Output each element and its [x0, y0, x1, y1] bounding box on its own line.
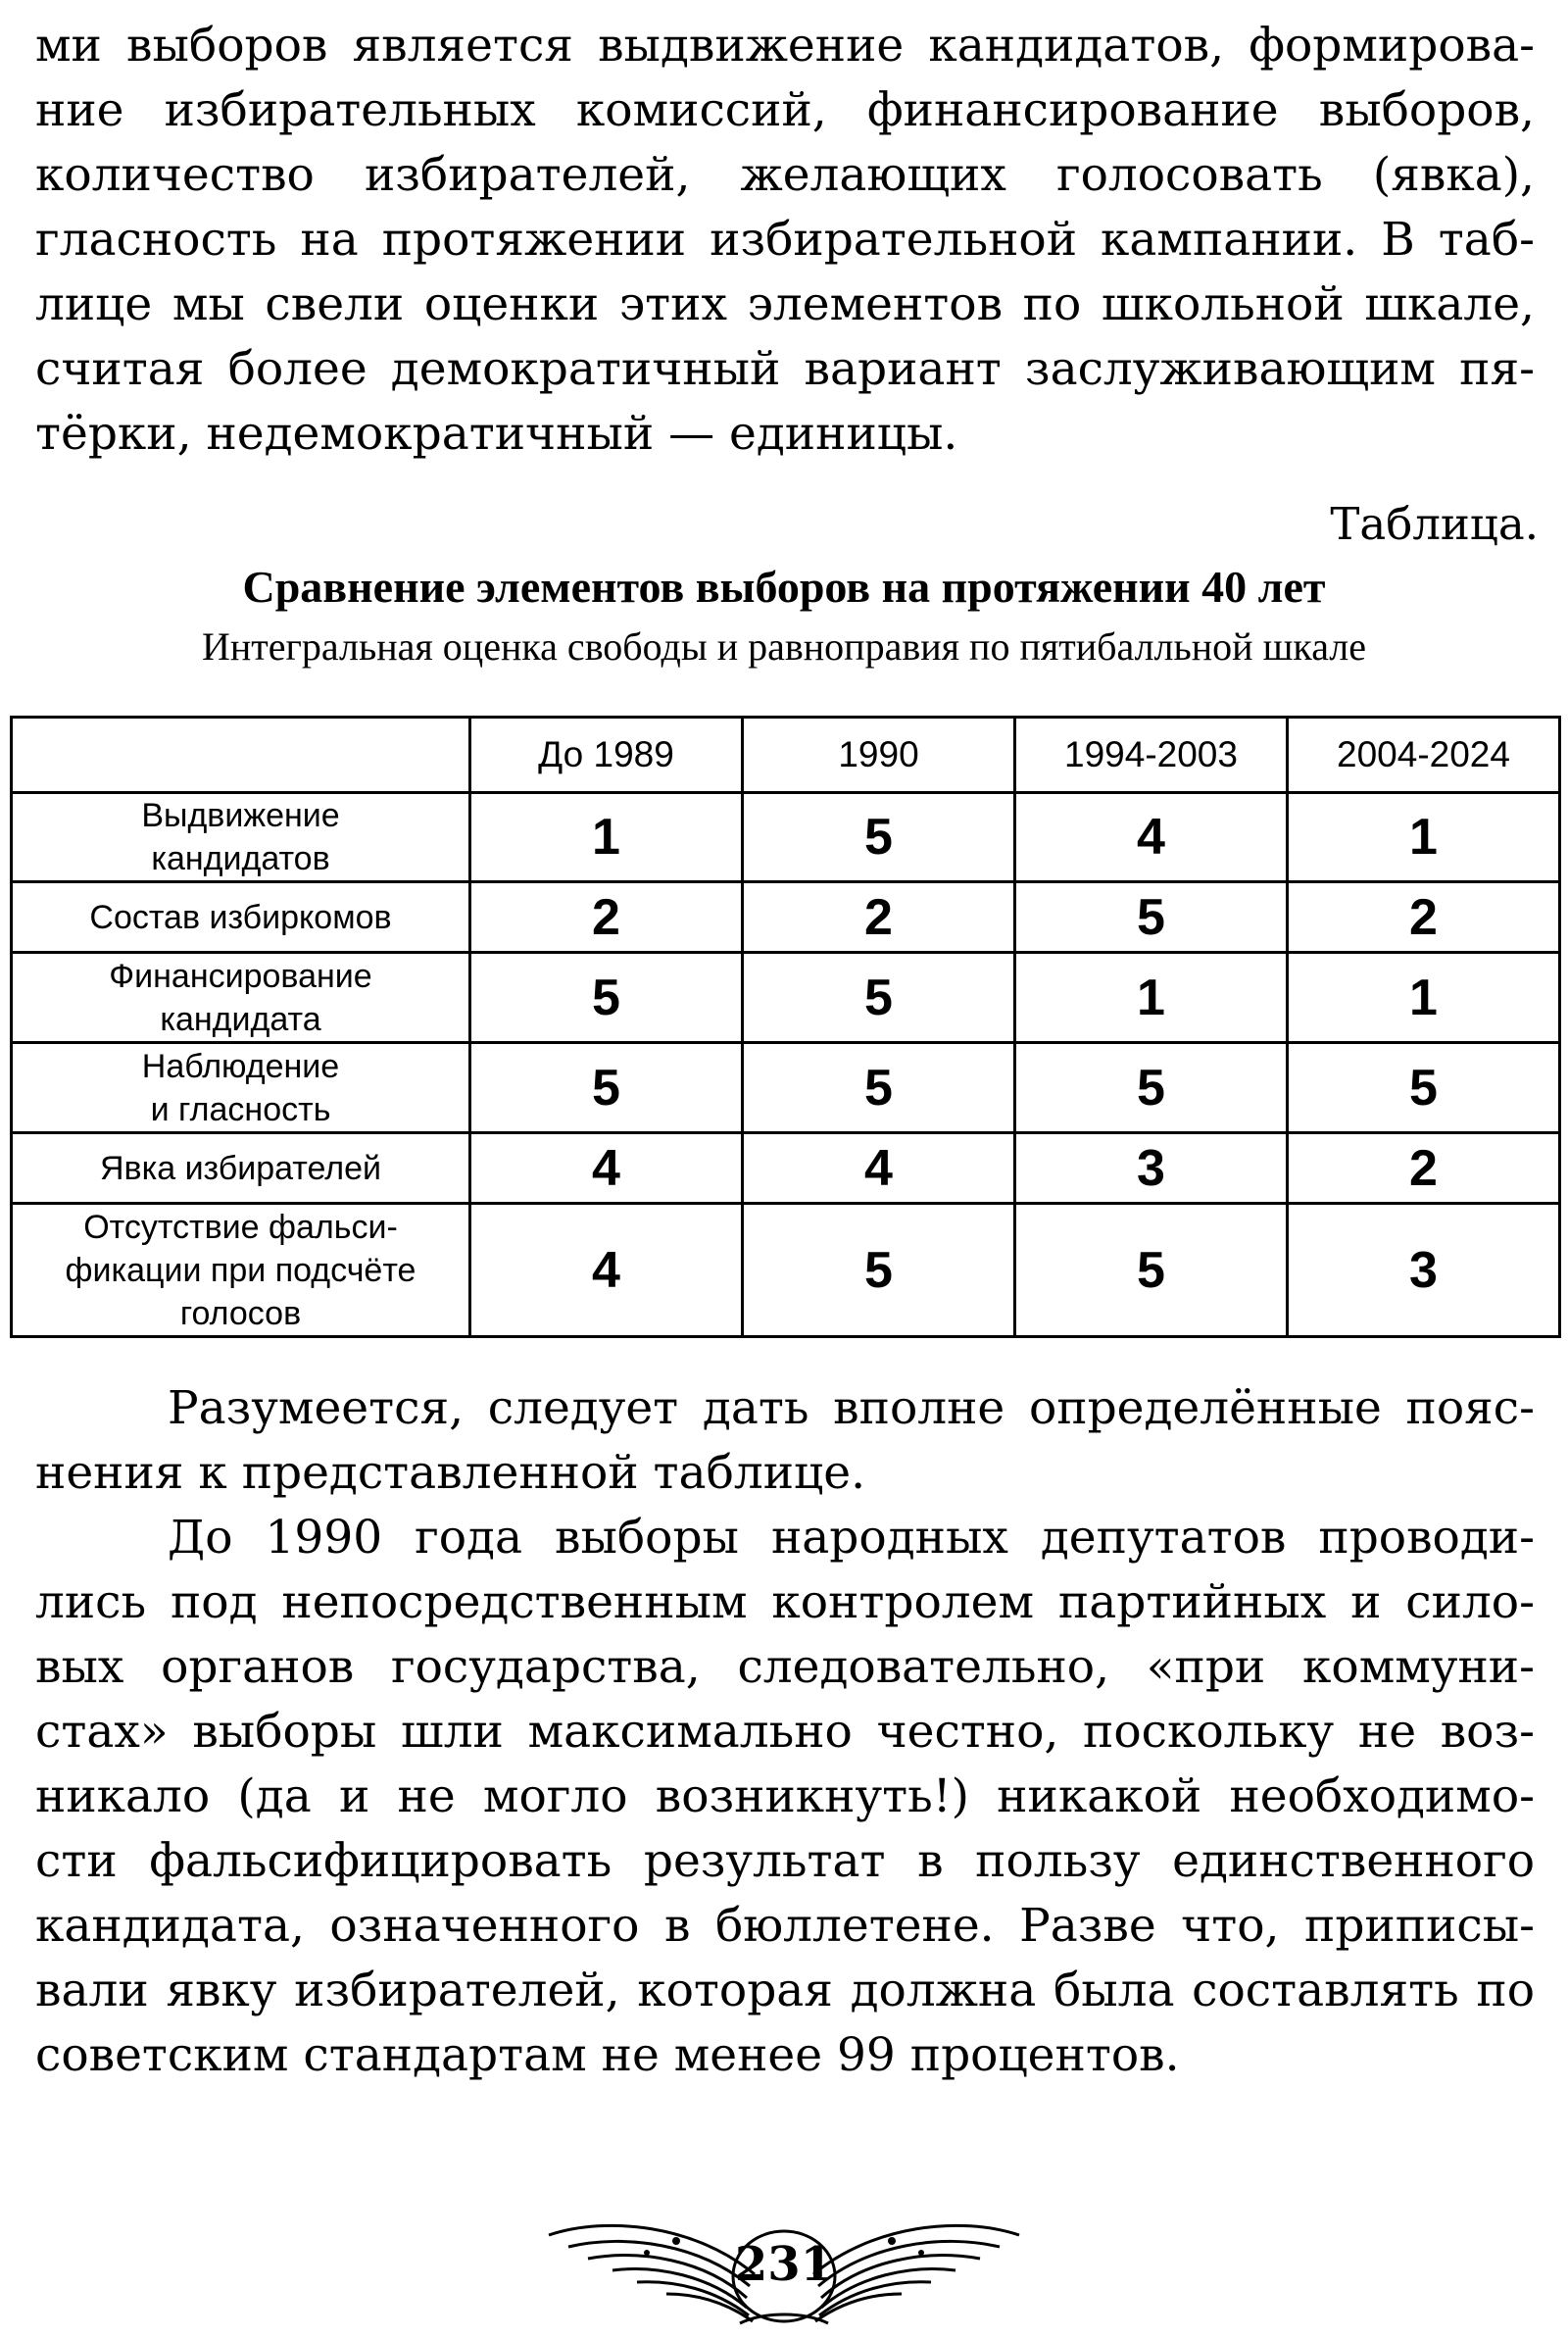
row-label-line: Отсутствие фальси- [83, 1208, 398, 1246]
paragraph-line: нения к представленной таблице. [35, 1446, 866, 1500]
header-cell-empty [12, 718, 470, 793]
score-cell: 4 [470, 1204, 743, 1337]
table-row [12, 953, 1560, 1043]
table-subtitle: Интегральная оценка свободы и равноправия по пятибалльной шкале [201, 624, 1367, 669]
header-cell-period: 1994-2003 [1015, 718, 1288, 793]
score-cell: 1 [1288, 793, 1560, 882]
row-label-line: фикации при подсчёте [65, 1251, 416, 1289]
table-row [12, 1133, 1560, 1204]
score-cell: 1 [470, 793, 743, 882]
score-cell: 4 [470, 1133, 743, 1204]
score-cell: 2 [1288, 1133, 1560, 1204]
paragraph-line: гласность на протяжении избирательной кампании. В таб- [35, 213, 1535, 267]
paragraph-line: количество избирателей, желающих голосовать (явка), [35, 148, 1535, 202]
score-cell: 3 [1015, 1133, 1288, 1204]
score-cell: 5 [743, 953, 1015, 1043]
paragraph-line: сти фальсифицировать результат в пользу единственного [35, 1834, 1535, 1888]
score-cell: 5 [1015, 1043, 1288, 1133]
row-label-line: голосов [179, 1294, 302, 1332]
paragraph-line: Разумеется, следует дать вполне определённые пояс- [168, 1381, 1535, 1435]
paragraph-line: стах» выборы шли максимально честно, поскольку не воз- [35, 1705, 1535, 1759]
paragraph-line: ми выборов является выдвижение кандидатов, формирова- [35, 19, 1535, 73]
score-cell: 5 [470, 1043, 743, 1133]
score-cell: 2 [743, 882, 1015, 953]
paragraph-1 [35, 14, 1535, 467]
paragraph-line: советским стандартам не менее 99 процентов. [35, 2028, 1180, 2082]
score-cell: 5 [743, 793, 1015, 882]
table-label: Таблица. [1330, 498, 1539, 550]
score-cell: 5 [470, 953, 743, 1043]
row-label [12, 1043, 470, 1133]
paragraph-line: считая более демократичный вариант заслуживающим пя- [35, 342, 1535, 396]
header-cell-period: 1990 [743, 718, 1015, 793]
score-cell: 4 [1015, 793, 1288, 882]
row-label [12, 1204, 470, 1337]
paragraph-line: кандидата, означенного в бюллетене. Разве что, приписы- [35, 1899, 1535, 1953]
paragraph-2 [35, 1376, 1535, 1506]
elections-comparison-table [10, 716, 1561, 1338]
page-number: 231 [734, 2237, 834, 2292]
table-row [12, 882, 1560, 953]
score-cell: 1 [1015, 953, 1288, 1043]
score-cell: 2 [470, 882, 743, 953]
score-cell: 5 [1015, 882, 1288, 953]
header-cell-period: До 1989 [470, 718, 743, 793]
row-label-line: Наблюдение [141, 1047, 340, 1085]
score-cell: 5 [743, 1204, 1015, 1337]
table-row [12, 1204, 1560, 1337]
row-label-line: Явка избирателей [99, 1149, 382, 1187]
paragraph-line: До 1990 года выборы народных депутатов проводи- [168, 1511, 1535, 1565]
paragraph-line: никало (да и не могло возникнуть!) никакой необходимо- [35, 1769, 1535, 1823]
paragraph-line: вых органов государства, следовательно, «при коммуни- [35, 1640, 1535, 1694]
paragraph-line: вали явку избирателей, которая должна была составлять по [35, 1964, 1535, 2017]
table-row [12, 793, 1560, 882]
row-label-line: Финансирование [109, 957, 372, 995]
score-cell: 5 [1288, 1043, 1560, 1133]
score-cell: 2 [1288, 882, 1560, 953]
table-row [12, 1043, 1560, 1133]
header-cell-period: 2004-2024 [1288, 718, 1560, 793]
row-label-line: и гласность [150, 1090, 331, 1128]
row-label [12, 953, 470, 1043]
row-label-line: кандидатов [151, 840, 330, 877]
paragraph-line: лись под непосредственным контролем партийных и сило- [35, 1575, 1535, 1629]
row-label-line: Состав избиркомов [89, 898, 392, 936]
row-label [12, 793, 470, 882]
score-cell: 4 [743, 1133, 1015, 1204]
row-label-line: Выдвижение [141, 797, 340, 834]
paragraph-line: тёрки, недемократичный — единицы. [35, 407, 958, 461]
paragraph-line: лице мы свели оценки этих элементов по школьной шкале, [35, 277, 1535, 331]
score-cell: 5 [1015, 1204, 1288, 1337]
row-label-line: кандидата [160, 1000, 321, 1038]
score-cell: 1 [1288, 953, 1560, 1043]
row-label [12, 1133, 470, 1204]
score-cell: 5 [743, 1043, 1015, 1133]
row-label [12, 882, 470, 953]
table-header-row [12, 718, 1560, 793]
paragraph-3 [35, 1506, 1535, 2088]
paragraph-line: ние избирательных комиссий, финансирование выборов, [35, 83, 1535, 137]
score-cell: 3 [1288, 1204, 1560, 1337]
table-title: Сравнение элементов выборов на протяжении 40 лет [242, 562, 1326, 612]
